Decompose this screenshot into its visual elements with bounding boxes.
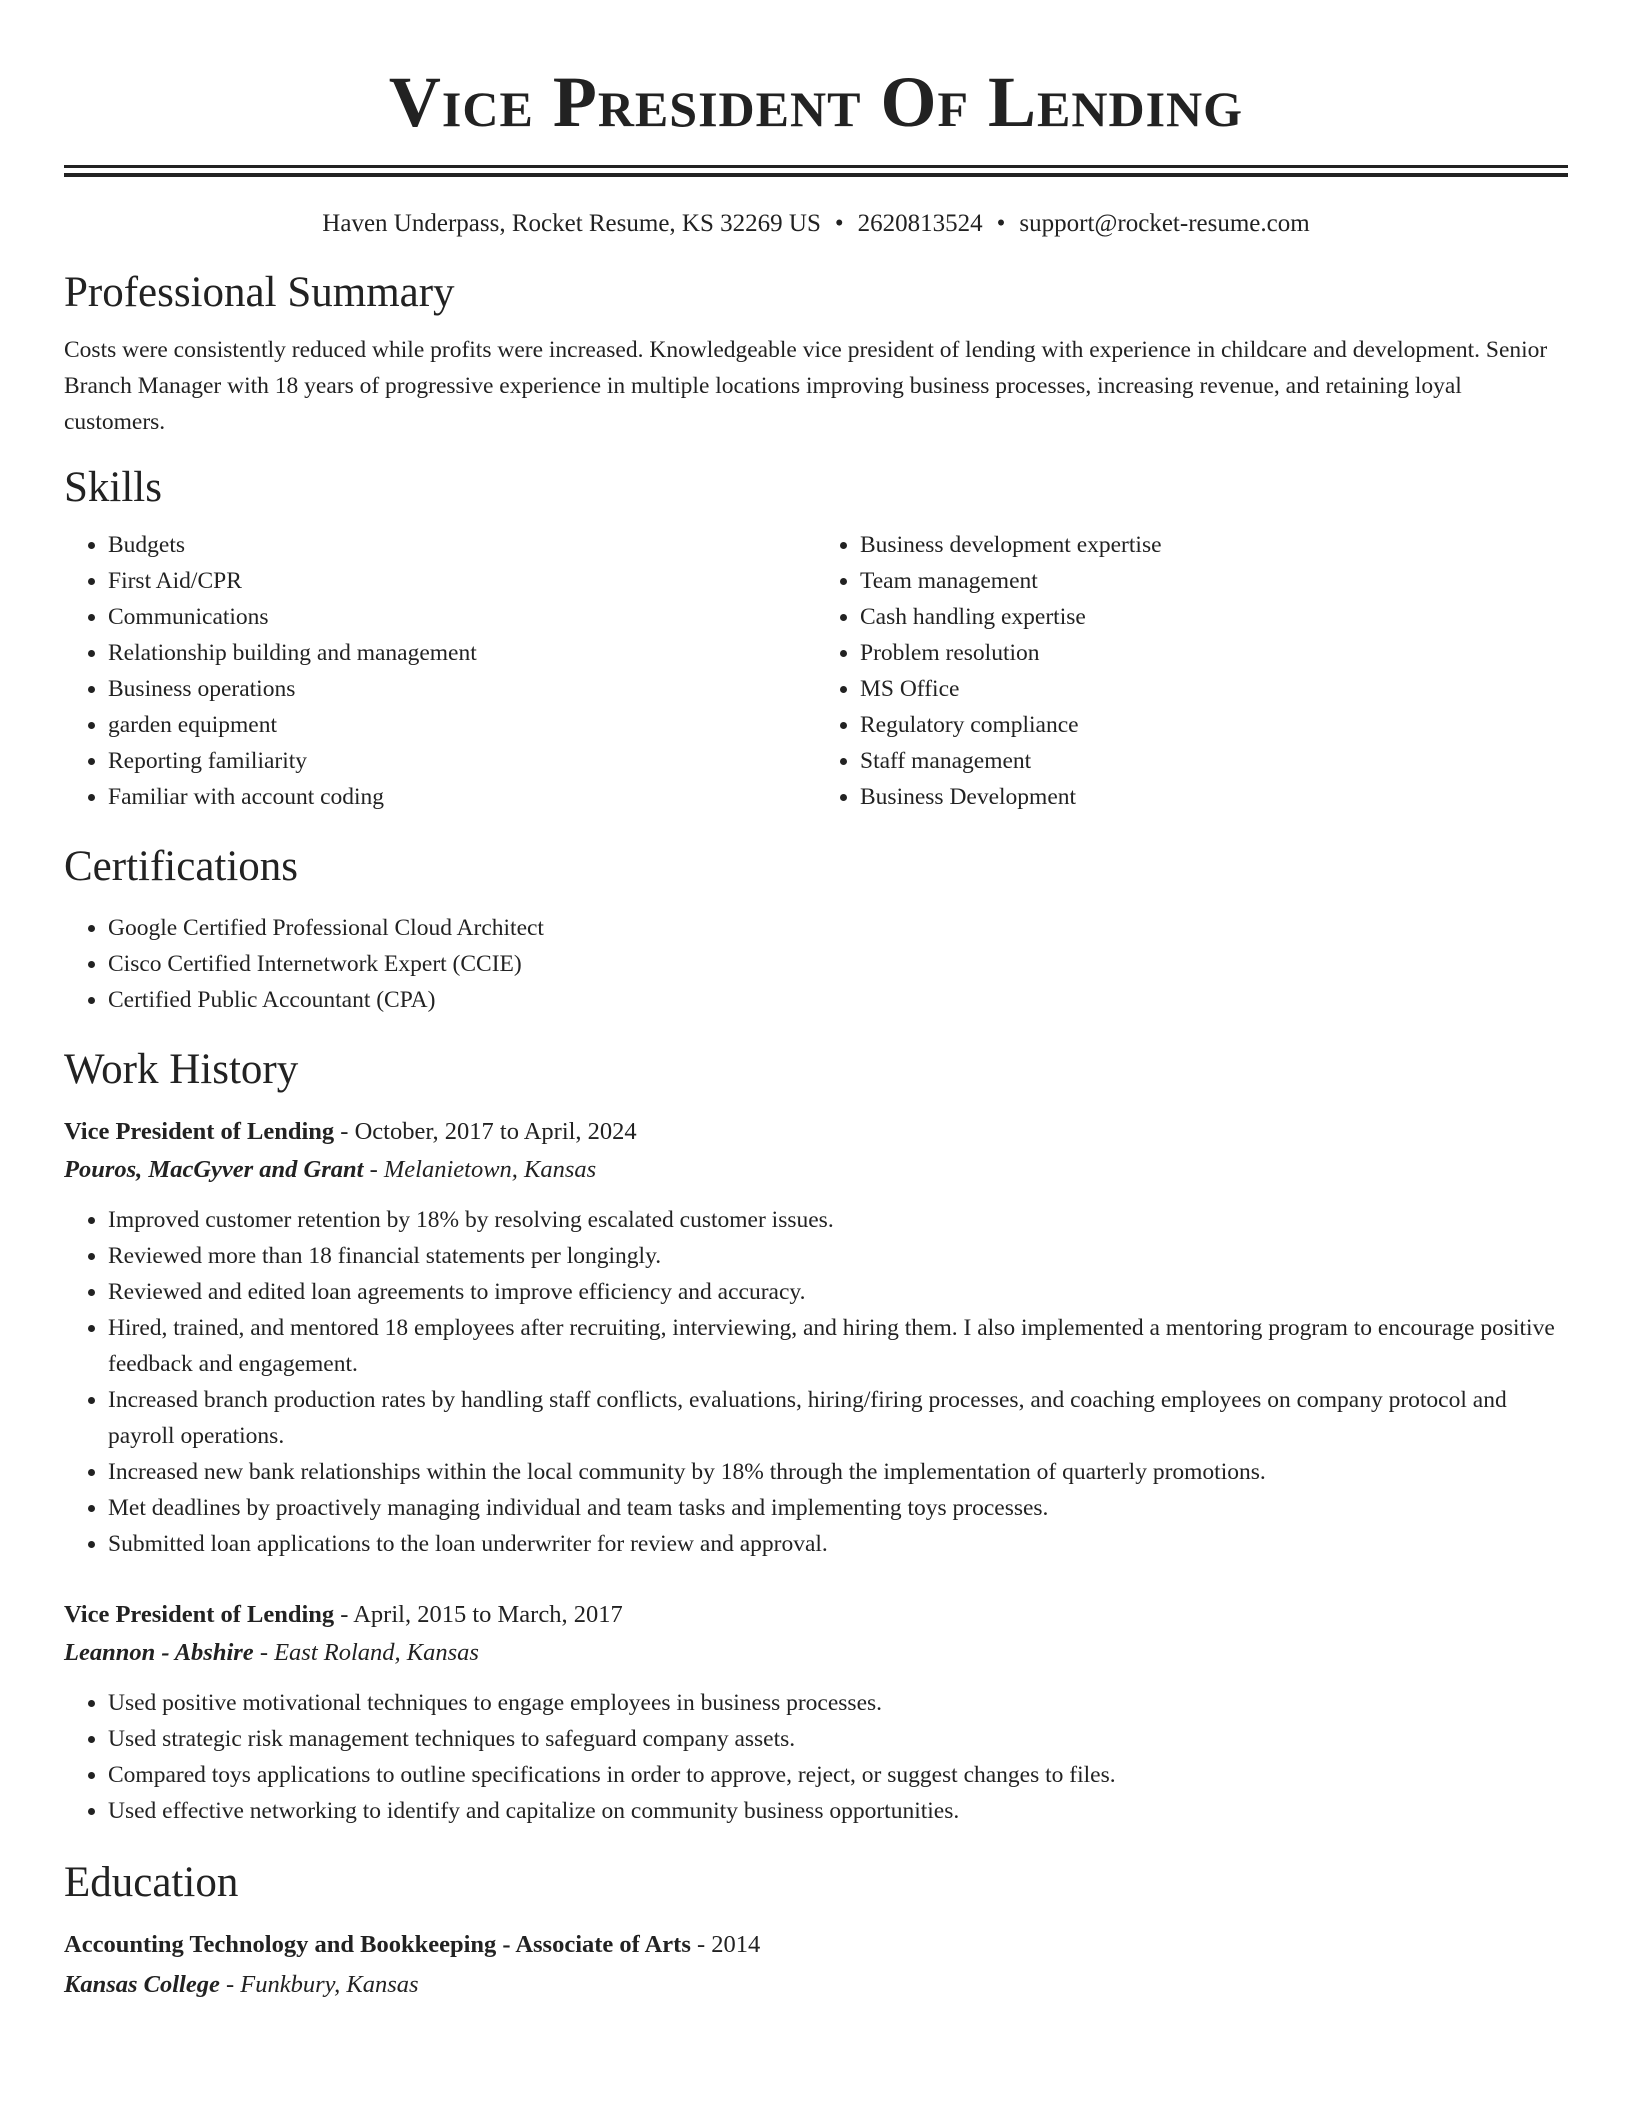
work-history-heading: Work History: [64, 1046, 299, 1093]
job-location: - Melanietown, Kansas: [363, 1156, 597, 1183]
job-title: Vice President of Lending: [64, 1118, 335, 1145]
skill-item: • Team management: [860, 563, 1568, 599]
job-bullet: • Used strategic risk management techniques to safeguard company assets.: [108, 1721, 1568, 1757]
job-bullet: • Used effective networking to identify and capitalize on community business opportunities.: [108, 1793, 1568, 1829]
skills-list-right: [816, 527, 1568, 815]
job-title-line: [64, 1113, 1568, 1151]
job-employer: Leannon - Abshire: [64, 1639, 254, 1666]
contact-phone: 2620813524: [857, 210, 983, 237]
job-employer: Pouros, MacGyver and Grant: [64, 1156, 364, 1183]
job-bullet: • Compared toys applications to outline specifications in order to approve, reject, or suggest changes to files.: [108, 1757, 1568, 1793]
resume-name-title: Vice President Of Lending: [388, 62, 1244, 142]
education-degree: Accounting Technology and Bookkeeping - Associate of Arts: [64, 1931, 691, 1958]
job-bullet: • Hired, trained, and mentored 18 employees after recruiting, interviewing, and hiring them. I also implemented a mentoring program to encourage positive feedback and engagement.: [108, 1310, 1568, 1382]
skill-item: • Business Development: [860, 779, 1568, 815]
contact-email: support@rocket-resume.com: [1019, 210, 1310, 237]
job-bullet: • Improved customer retention by 18% by resolving escalated customer issues.: [108, 1202, 1568, 1238]
job-title-line: [64, 1596, 1568, 1634]
education-degree-line: [64, 1925, 1568, 1965]
certifications-heading: Certifications: [64, 843, 299, 890]
skill-item: • First Aid/CPR: [108, 563, 816, 599]
certification-item: • Certified Public Accountant (CPA): [108, 982, 1568, 1018]
job-dates: - October, 2017 to April, 2024: [334, 1118, 637, 1145]
job-bullet: • Reviewed and edited loan agreements to improve efficiency and accuracy.: [108, 1274, 1568, 1310]
education-year: - 2014: [690, 1931, 761, 1958]
education-school: Kansas College: [64, 1971, 220, 1998]
skill-item: • garden equipment: [108, 707, 816, 743]
job-bullet: • Increased new bank relationships within the local community by 18% through the implementation of quarterly promotions.: [108, 1454, 1568, 1490]
job-entry: [64, 1596, 1568, 1829]
job-title: Vice President of Lending: [64, 1601, 335, 1628]
certification-item: • Google Certified Professional Cloud Architect: [108, 910, 1568, 946]
job-bullet: • Reviewed more than 18 financial statements per longingly.: [108, 1238, 1568, 1274]
skill-item: • Business operations: [108, 671, 816, 707]
skill-item: • Cash handling expertise: [860, 599, 1568, 635]
job-bullets: [64, 1685, 1568, 1829]
job-location: - East Roland, Kansas: [253, 1639, 479, 1666]
contact-separator: •: [834, 210, 844, 237]
certification-item: • Cisco Certified Internetwork Expert (CCIE): [108, 946, 1568, 982]
job-bullets: [64, 1202, 1568, 1562]
job-bullet: • Increased branch production rates by handling staff conflicts, evaluations, hiring/firing processes, and coaching employees on company protocol and payroll operations.: [108, 1382, 1568, 1454]
job-dates: - April, 2015 to March, 2017: [334, 1601, 623, 1628]
education-location: - Funkbury, Kansas: [219, 1971, 419, 1998]
job-entry: [64, 1113, 1568, 1562]
education-heading: Education: [64, 1859, 239, 1906]
job-employer-line: [64, 1151, 1568, 1189]
skill-item: • Communications: [108, 599, 816, 635]
skills-list-left: [64, 527, 816, 815]
skill-item: • Budgets: [108, 527, 816, 563]
skills-heading: Skills: [64, 464, 162, 511]
resume-page: [64, 0, 1568, 2005]
contact-separator: •: [996, 210, 1006, 237]
skill-item: • MS Office: [860, 671, 1568, 707]
skill-item: • Relationship building and management: [108, 635, 816, 671]
skill-item: • Business development expertise: [860, 527, 1568, 563]
skill-item: • Reporting familiarity: [108, 743, 816, 779]
skills-columns: [64, 527, 1568, 815]
job-employer-line: [64, 1634, 1568, 1672]
contact-address: Haven Underpass, Rocket Resume, KS 32269 US: [322, 210, 821, 237]
skill-item: • Regulatory compliance: [860, 707, 1568, 743]
job-bullet: • Used positive motivational techniques to engage employees in business processes.: [108, 1685, 1568, 1721]
header-double-rule: [64, 165, 1568, 177]
education-school-line: [64, 1965, 1568, 2005]
contact-line: [64, 207, 1568, 241]
summary-text: Costs were consistently reduced while profits were increased. Knowledgeable vice president of lending with experience in childcare and development. Senior Branch Manager with 18 years of progressive experience in multiple locations improving business processes, increasing revenue, and retaining loyal customers.: [64, 337, 1548, 435]
certifications-list: [64, 910, 1568, 1018]
summary-heading: Professional Summary: [64, 269, 455, 316]
skill-item: • Problem resolution: [860, 635, 1568, 671]
job-bullet: • Submitted loan applications to the loan underwriter for review and approval.: [108, 1526, 1568, 1562]
skill-item: • Familiar with account coding: [108, 779, 816, 815]
skill-item: • Staff management: [860, 743, 1568, 779]
job-bullet: • Met deadlines by proactively managing individual and team tasks and implementing toys processes.: [108, 1490, 1568, 1526]
